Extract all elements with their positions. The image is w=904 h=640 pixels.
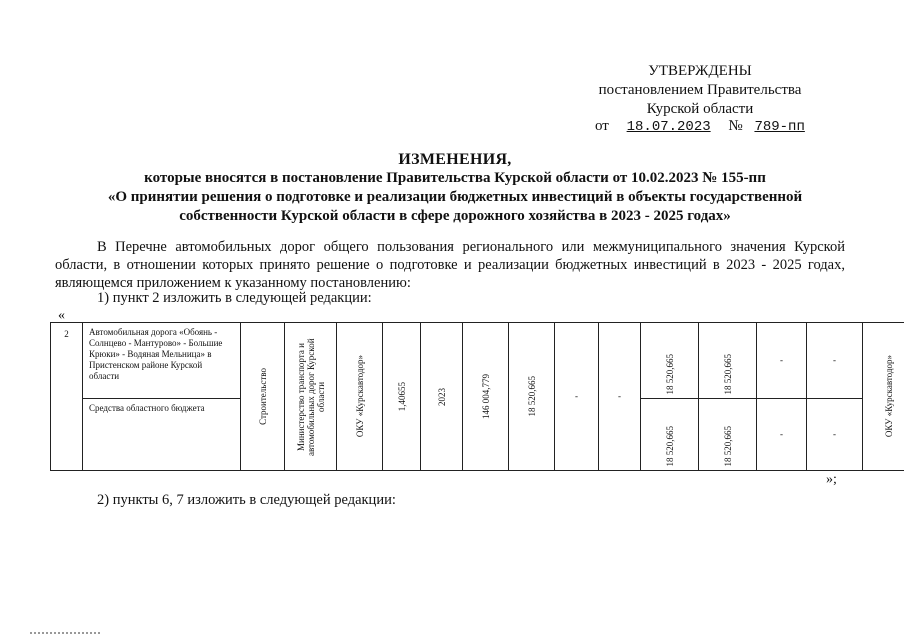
quote-open: « [58, 308, 65, 323]
customer-cell [337, 323, 383, 471]
year: 2023 [436, 387, 447, 406]
table-row [51, 323, 904, 399]
row-number: 2 [51, 323, 83, 471]
dash-2: - [618, 391, 621, 401]
dash-6: - [833, 429, 836, 439]
intro-paragraph: В Перечне автомобильных дорог общего пользования регионального или межмуниципального значения Курской области, в отношении которых принято решение о подготовке и реализации бюджетных инвестиций в 2023 - 2025 годах, являющемся приложением к указанному постановлению: [55, 239, 845, 291]
approval-line1: постановлением Правительства [598, 82, 802, 98]
approval-line2: Курской области [646, 101, 754, 117]
approval-number: 789-пп [754, 119, 805, 135]
dash-1: - [575, 391, 578, 401]
cost-cell [463, 323, 509, 471]
dash-cell-3 [757, 323, 807, 399]
amount: 18 520,665 [526, 376, 537, 417]
document-heading [60, 150, 850, 226]
dash-cell-4 [807, 323, 863, 399]
heading-line4: собственности Курской области в сфере дорожного хозяйства в 2023 - 2025 годах» [179, 208, 731, 224]
amount-total-bottom: 18 520,665 [722, 425, 733, 466]
funding-source: Средства областного бюджета [83, 399, 241, 471]
approval-block [560, 62, 840, 119]
ministry: Министерство транспорта и автомобильных дорог Курской области [295, 337, 326, 456]
amount-total-top-cell [699, 323, 757, 399]
dash-5: - [780, 429, 783, 439]
scan-artifact [30, 632, 100, 634]
length-cell [383, 323, 421, 471]
amount-2023-top-cell [641, 323, 699, 399]
cost: 146 004,779 [480, 374, 491, 419]
amount-cell [509, 323, 555, 471]
dash-3: - [780, 355, 783, 365]
number-sign: № [728, 118, 743, 134]
approval-date: 18.07.2023 [626, 119, 711, 135]
heading-line3: «О принятии решения о подготовке и реализации бюджетных инвестиций в объекты государственной [107, 189, 803, 205]
length: 1,40655 [396, 381, 407, 412]
roads-table [50, 322, 904, 471]
dash-cell-1 [555, 323, 599, 471]
item-2: 2) пункты 6, 7 изложить в следующей редакции: [97, 492, 396, 508]
amount-total-top: 18 520,665 [722, 353, 733, 394]
executor-cell [863, 323, 904, 471]
customer: ОКУ «Курскавтодор» [354, 355, 365, 438]
amount-2023-top: 18 520,665 [664, 353, 675, 394]
road-name: Автомобильная дорога «Обоянь - Солнцево - Мантурово» - Большие Крюки» - Водяная Мельница» в Пристенском районе Курской области [83, 323, 241, 399]
ministry-cell [285, 323, 337, 471]
work-type: Строительство [257, 368, 268, 425]
approval-title: УТВЕРЖДЕНЫ [648, 63, 752, 79]
approval-date-line [595, 118, 805, 135]
heading-title: ИЗМЕНЕНИЯ, [398, 151, 512, 168]
item-1: 1) пункт 2 изложить в следующей редакции: [97, 290, 372, 306]
amount-2023-bottom: 18 520,665 [664, 425, 675, 466]
executor: ОКУ «Курскавтодор» [883, 355, 894, 438]
dash-cell-5 [757, 399, 807, 471]
from-prefix: от [595, 118, 609, 134]
quote-close: »; [826, 472, 837, 487]
dash-4: - [833, 355, 836, 365]
amount-total-bottom-cell [699, 399, 757, 471]
dash-cell-6 [807, 399, 863, 471]
year-cell [421, 323, 463, 471]
amount-2023-bottom-cell [641, 399, 699, 471]
work-type-cell [241, 323, 285, 471]
heading-line2: которые вносятся в постановление Правительства Курской области от 10.02.2023 № 155-пп [144, 170, 766, 186]
dash-cell-2 [599, 323, 641, 471]
